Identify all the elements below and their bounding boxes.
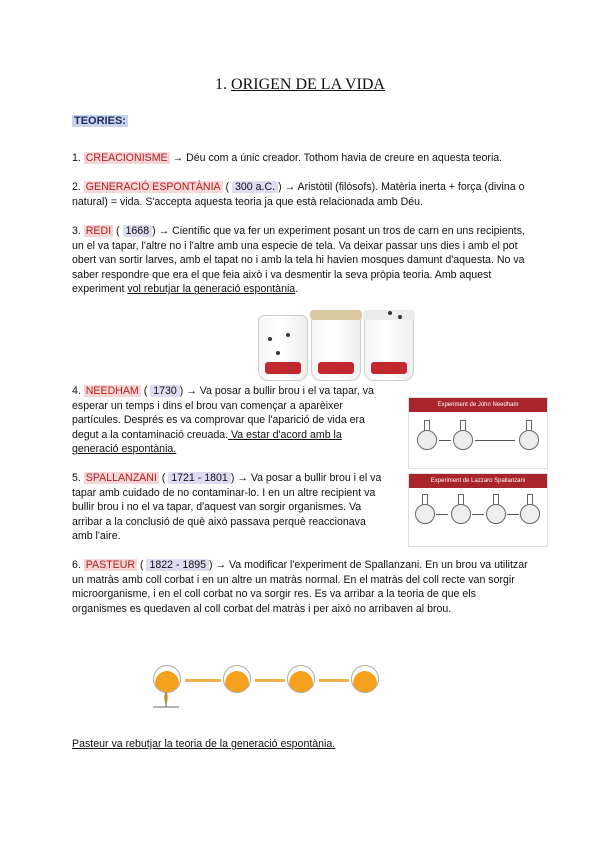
needham-date: 1730	[150, 385, 180, 397]
creacionisme-paragraph: 1. CREACIONISME → Déu com a únic creador. Tothom havia de creure en aquesta teoria.	[72, 152, 503, 164]
generacio-term: GENERACIÓ ESPONTÀNIA	[85, 181, 221, 193]
spallanzani-diagram	[408, 473, 548, 547]
conclusion: Pasteur va rebutjar la teoria de la generació espontània.	[72, 738, 336, 750]
pasteur-paragraph: 6. PASTEUR ( 1822 - 1895 ) → Va modificar l'experiment de Spallanzani. En un brou va utilitzar un matràs amb coll corbat i en un altre un matràs normal. En el matràs del coll recte van sorgir microorganisme, i en el coll corbat no va sorgir res. Es va arribar a la teoria de que els organismes es quedaven al coll corbat del matràs i per això no arribaven al brou.	[72, 559, 528, 615]
pasteur-term: PASTEUR	[85, 559, 136, 571]
needham-term: NEEDHAM	[85, 385, 139, 397]
redi-paragraph: 3. REDI ( 1668 ) → Científic que va fer un experiment posant un tros de carn en uns recipients, un el va tapar, l'altre no i l'altre amb una especie de tela. Va deixar passar uns dies i amb el pot obert van sortir larves, amb el tapat no i amb la tela hi havien mosques damunt d'aquesta. No va saber respondre que era el que feia això i va desmentir la seva pròpia teoria. Amb aquest experiment vol rebutjar la generació espontània.	[72, 225, 525, 296]
spallanzani-diagram-title: Experiment de Lazzaro Spallanzani	[409, 474, 547, 488]
generacio-date: 300 a.C.	[232, 181, 278, 193]
redi-experiment-image	[250, 305, 420, 385]
fly-icon	[250, 305, 420, 385]
redi-date: 1668	[123, 225, 153, 237]
spallanzani-paragraph: 5. SPALLANZANI ( 1721 - 1801 ) → Va posar a bullir brou i el va tapar amb cuidado de no contaminar-lo. I en un altre recipient va bullir brou i no el va tapar, d'aquest van sorgir organismes. Va arribar a la conclusió de què això passava perquè reaccionava amb l'aire.	[72, 472, 382, 543]
page-title: 1. ORIGEN DE LA VIDA	[215, 76, 385, 93]
needham-paragraph: 4. NEEDHAM ( 1730 ) → Va posar a bullir brou i el va tapar, va esperar un temps i dins el brou van començar a aparèixer partícules. Després es va comprovar que l'aparició de vida era degut a la contaminació creuada. Va estar d'acord amb la generació espontània.	[72, 385, 374, 456]
generacio-paragraph: 2. GENERACIÓ ESPONTÀNIA ( 300 a.C. ) → Aristòtil (filòsofs). Matèria inerta + força (divina o natural) = vida. S'accepta aquesta teoria ja que està relacionada amb Déu.	[72, 181, 525, 208]
spallanzani-date: 1721 - 1801	[168, 472, 231, 484]
needham-diagram-title: Experiment de John Needham	[409, 398, 547, 412]
section-heading: TEORIES:	[74, 115, 126, 127]
needham-diagram	[408, 397, 548, 469]
redi-term: REDI	[85, 225, 112, 237]
flame-icon	[145, 645, 385, 730]
spallanzani-term: SPALLANZANI	[85, 472, 157, 484]
pasteur-date: 1822 - 1895	[146, 559, 209, 571]
pasteur-diagram	[145, 645, 385, 730]
creacionisme-term: CREACIONISME	[85, 152, 168, 164]
